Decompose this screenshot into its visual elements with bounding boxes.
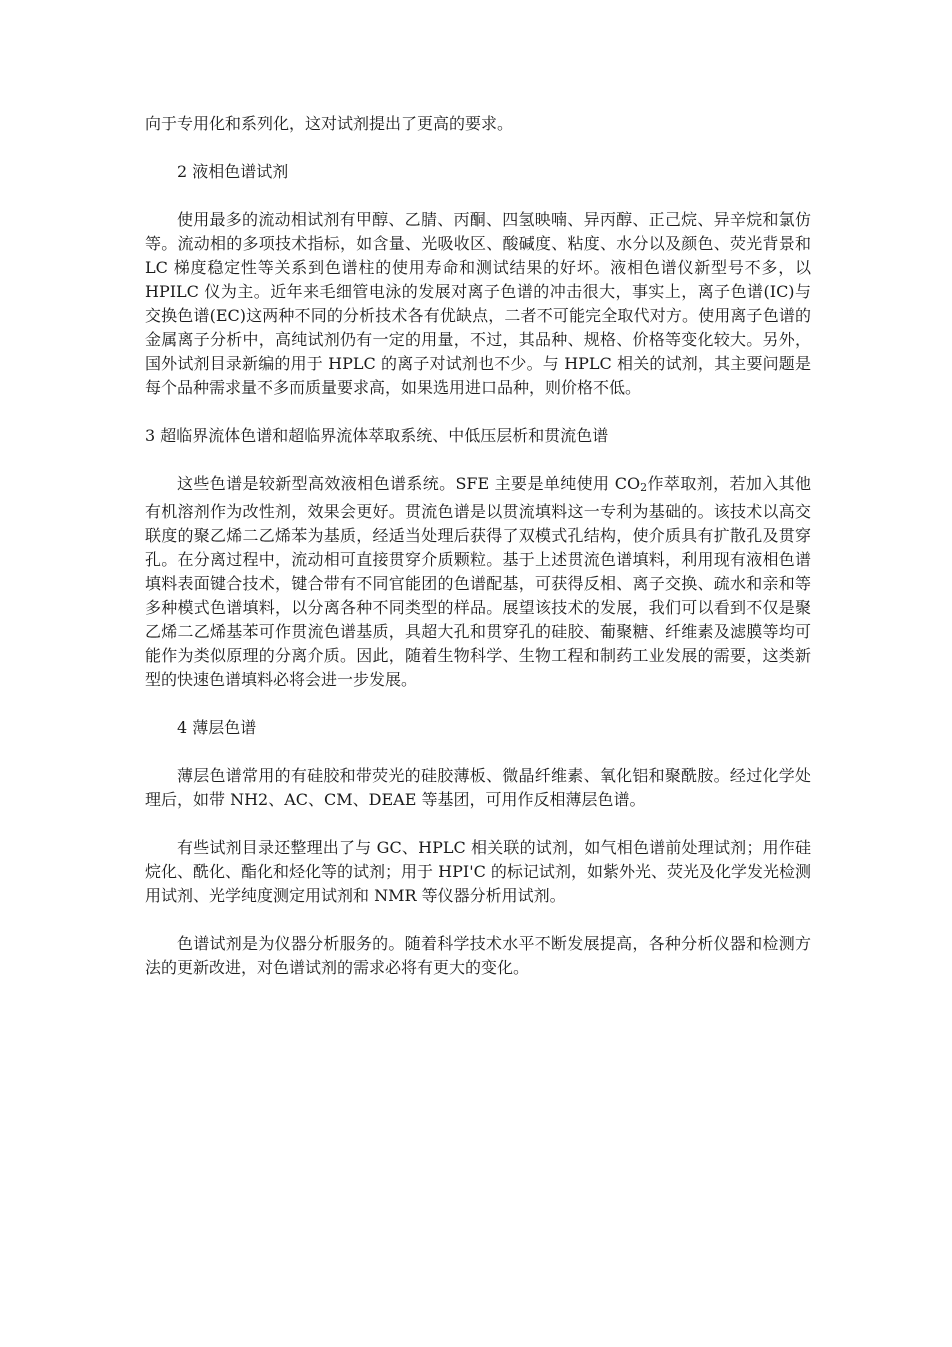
paragraph-continuation: 向于专用化和系列化，这对试剂提出了更高的要求。	[145, 114, 514, 133]
paragraph-conclusion: 色谱试剂是为仪器分析服务的。随着科学技术水平不断发展提高，各种分析仪器和检测方法的更新改进，对色谱试剂的需求必将有更大的变化。	[145, 934, 811, 977]
document-body	[145, 112, 811, 1004]
section-heading-3: 3 超临界流体色谱和超临界流体萃取系统、中低压层析和贯流色谱	[145, 426, 609, 445]
paragraph-supercritical-part2: 作萃取剂，若加入其他有机溶剂作为改性剂，效果会更好。贯流色谱是以贯流填料这一专利为基础的。该技术以高交联度的聚乙烯二乙烯苯为基质，经适当处理后获得了双模式孔结构，使介质具有扩散孔及贯穿孔。在分离过程中，流动相可直接贯穿介质颗粒。基于上述贯流色谱填料，利用现有液相色谱填料表面键合技术，键合带有不同官能团的色谱配基，可获得反相、离子交换、疏水和亲和等多种模式色谱填料，以分离各种不同类型的样品。展望该技术的发展，我们可以看到不仅是聚乙烯二乙烯基苯可作贯流色谱基质，具超大孔和贯穿孔的硅胶、葡聚糖、纤维素及滤膜等均可能作为类似原理的分离介质。因此，随着生物科学、生物工程和制药工业发展的需要，这类新型的快速色谱填料必将会进一步发展。	[145, 474, 811, 689]
section-heading-4: 4 薄层色谱	[177, 718, 257, 737]
section-heading-2: 2 液相色谱试剂	[177, 162, 289, 181]
paragraph-reagent-catalog: 有些试剂目录还整理出了与 GC、HPLC 相关联的试剂，如气相色谱前处理试剂；用作硅烷化、酰化、酯化和烃化等的试剂；用于 HPI'C 的标记试剂，如紫外光、荧光及化学发光检测用试剂、光学纯度测定用试剂和 NMR 等仪器分析用试剂。	[145, 838, 811, 905]
paragraph-supercritical	[145, 472, 811, 692]
paragraph-supercritical-part1: 这些色谱是较新型高效液相色谱系统。SFE 主要是单纯使用 CO	[177, 474, 641, 493]
co2-subscript: 2	[640, 481, 648, 494]
paragraph-thin-layer: 薄层色谱常用的有硅胶和带荧光的硅胶薄板、微晶纤维素、氧化铝和聚酰胺。经过化学处理后，如带 NH2、AC、CM、DEAE 等基团，可用作反相薄层色谱。	[145, 766, 811, 809]
paragraph-liquid-chromatography: 使用最多的流动相试剂有甲醇、乙腈、丙酮、四氢映喃、异丙醇、正己烷、异辛烷和氯仿等。流动相的多项技术指标，如含量、光吸收区、酸碱度、粘度、水分以及颜色、荧光背景和 LC 梯度稳定性等关系到色谱柱的使用寿命和测试结果的好坏。液相色谱仪新型号不多，以 HPILC 仪为主。近年来毛细管电泳的发展对离子色谱的冲击很大，事实上，离子色谱(IC)与交换色谱(EC)这两种不同的分析技术各有优缺点，二者不可能完全取代对方。使用离子色谱的金属离子分析中，高纯试剂仍有一定的用量，不过，其品种、规格、价格等变化较大。另外，国外试剂目录新编的用于 HPLC 的离子对试剂也不少。与 HPLC 相关的试剂，其主要问题是每个品种需求量不多而质量要求高，如果选用进口品种，则价格不低。	[145, 210, 811, 397]
